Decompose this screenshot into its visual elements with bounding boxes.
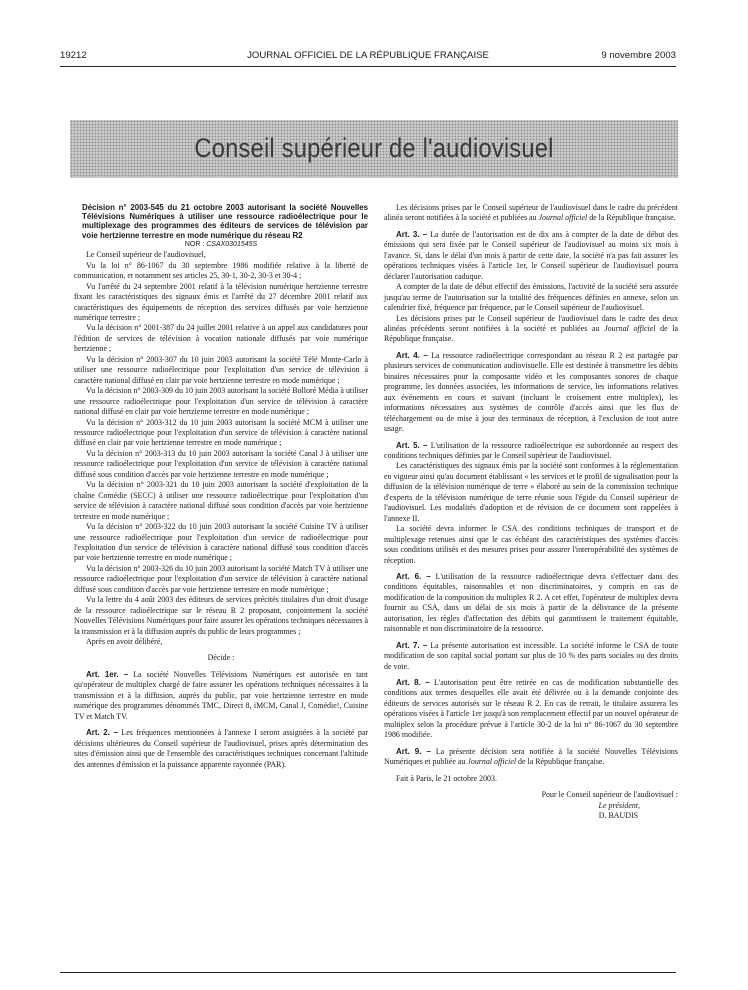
article-3-text: La durée de l'autorisation est de dix ans à compter de la date de début des émissions qui sera fixée par le Conseil supérieur de l'audiovisuel au moins six mois à l'avance. Si, dans le délai d'un mois à partir de cette date, la société n'a pas fait assurer les opérations techniques visées à l'article 1er, le Conseil supérieur de l'audiovisuel pourra déclarer l'autorisation caduque. [384,229,678,281]
article-8-text: L'autorisation peut être retirée en cas de modification substantielle des conditions aux termes desquelles elle avait été délivrée ou à la demande conjointe des éditeurs de services autorisés sur le réseau R 2. En cas de retrait, le titulaire assurera les opérations visées à l'article 1er jusqu'à son remplacement effectif par un nouvel opérateur de multiplex selon la procédure prévue à l'article 30-2 de la loi n° 86-1067 du 30 septembre 1986 modifiée. [384,678,678,740]
signature-role [384,801,678,811]
article-1-text: La société Nouvelles Télévisions Numériques est autorisée en tant qu'opérateur de multiplex chargé de faire assurer les opérations techniques nécessaires à la transmission et à la diffusion, auprès du public, par voie hertzienne terrestre en mode numérique des programmes dénommés TMC, Direct 8, iMCM, Canal J, Comédie!, Cuisine TV et Match TV. [74,669,369,721]
journal-title: JOURNAL OFFICIEL DE LA RÉPUBLIQUE FRANÇAISE [247,50,489,61]
article-4-text: La ressource radioélectrique correspondant au réseau R 2 est partagée par plusieurs services de communication audiovisuelle. Elle est destinée à transmettre les débits binaires nécessaires pour la composante vidéo et les composantes sonores de chaque programme, les données associées, les informations de service, les informations relatives aux événements en cours et suivant (incluant le croisement entre multiplex), les informations nécessaires aux systèmes de contrôle d'accès ainsi que les flux de téléchargement ou de mise à jour des terminaux de réception, à l'exclusion de tout autre usage. [384,350,679,434]
continued-text-end: de la République française. [587,213,676,223]
journal-reference: Journal officiel [467,757,517,767]
place-date: Fait à Paris, le 21 octobre 2003. [396,773,497,783]
preamble-paragraph: Vu la décision n° 2003-321 du 10 juin 2003 autorisant la société d'exploitation de la chaîne Comédie (SECC) à utiliser une ressource radioélectrique pour l'exploitation d'un service de télévision à caractère national diffusé sous condition d'accès par voie hertzienne terrestre en mode numérique ; [74,480,368,521]
article-5-label: Art. 5. – [396,440,428,450]
decide-heading: Décide : [207,653,235,663]
article-1 [74,670,368,722]
preamble-paragraph: Vu la lettre du 4 août 2003 des éditeurs de services précités titulaires d'un droit d'usage de la ressource radioélectrique sur le réseau R 2 proposant, conjointement la société Nouvelles Télévisions Numériques pour faire assurer les opérations techniques nécessaires à la transmission et à la diffusion auprès du public de leurs programmes ; [74,595,368,636]
section-title: Conseil supérieur de l'audiovisuel [194,133,554,163]
article-1-label: Art. 1er. – [86,669,129,679]
signature-name: D. BAUDIS [598,811,638,821]
preamble-paragraph: Le Conseil supérieur de l'audiovisuel, [86,250,206,260]
preamble-paragraph: Après en avoir délibéré, [86,637,163,647]
continued-text: Les décisions prises par le Conseil supérieur de l'audiovisuel dans le cadre du précédent alinéa seront notifiées à la société et publiées au [384,203,678,223]
issue-date: 9 novembre 2003 [601,50,676,61]
preamble-paragraph: Vu la décision n° 2001-387 du 24 juillet 2001 relative à un appel aux candidatures pour l'édition de services de télévision à vocation nationale diffusés par voie numérique hertzienne ; [74,323,368,354]
article-7 [384,641,678,672]
article-9 [384,747,678,768]
article-9-end: de la République française. [516,757,605,767]
article-5-text: L'utilisation de la ressource radioélectrique est subordonnée au respect des conditions techniques définies par le Conseil supérieur de l'audiovisuel. [384,440,679,460]
preamble-paragraph: Vu la décision n° 2003-313 du 10 juin 2003 autorisant la société Canal J à utiliser une ressource radioélectrique pour l'exploitation d'un service de télévision à caractère national diffusé sous condition d'accès par voie hertzienne terrestre en mode numérique ; [74,448,368,479]
preamble-paragraph: Vu la décision n° 2003-309 du 10 juin 2003 autorisant la société Bolloré Média à utiliser une ressource radioélectrique pour l'exploitation d'un service de télévision à caractère national diffusé en clair par voie hertzienne terrestre en mode numérique ; [74,386,368,417]
article-3-p3-end: de la République française. [384,323,679,344]
nor-line [74,240,368,250]
preamble-paragraph: Vu la décision n° 2003-312 du 10 juin 2003 autorisant la société MCM à utiliser une ressource radioélectrique pour l'exploitation d'un service de télévision à caractère national diffusé en clair par voie hertzienne terrestre en mode numérique ; [74,417,368,448]
right-column [384,203,678,821]
section-banner [70,120,678,178]
preamble-paragraph: Vu la décision n° 2003-322 du 10 juin 2003 autorisant la société Cuisine TV à utiliser une ressource radioélectrique pour l'exploitation d'un service de radioélectrique pour l'exploitation d'un service de télévision à caractère national diffusé sous condition d'accès par voie hertzienne terrestre en mode numérique ; [74,522,368,563]
preamble-paragraph: Vu l'arrêté du 24 septembre 2001 relatif à la télévision numérique hertzienne terrestre fixant les caractéristiques des signaux émis et l'arrêté du 27 décembre 2001 relatif aux caractéristiques des équipements de réception des services diffusés par voie hertzienne numérique terrestre ; [74,281,368,322]
footer-rule [60,972,676,973]
article-2-continued [384,203,678,224]
journal-reference: Journal officiel [604,323,656,333]
article-5-paragraph-2: Les caractéristiques des signaux émis par la société sont conformes à la réglementation en vigueur ainsi qu'au document établissant « les services et le profil de signalisation pour la diffusion de la télévision numérique de terre » élaboré au sein de la commission technique d'experts de la télévision numérique de terre réunie sous l'égide du Conseil supérieur de l'audiovisuel. Les modalités d'adoption et de révision de ce document sont rappelées à l'annexe II. [384,461,678,523]
preamble-paragraph: Vu la décision n° 2003-307 du 10 juin 2003 autorisant la société Télé Monte-Carlo à utiliser une ressource radioélectrique pour l'exploitation d'un service de télévision à caractère national diffusé en clair par voie hertzienne terrestre en mode numérique ; [74,354,368,385]
preamble-paragraph: Vu la décision n° 2003-326 du 10 juin 2003 autorisant la société Match TV à utiliser une ressource radioélectrique pour l'exploitation d'un service de télévision à caractère national diffusé sous condition d'accès par voie hertzienne terrestre en mode numérique ; [74,563,368,594]
journal-reference: Journal officiel [538,213,588,223]
article-6-text: L'utilisation de la ressource radioélectrique devra s'effectuer dans des conditions équitables, raisonnables et non discriminatoires, y compris en cas de modification de la composition du multiplex R 2. A cet effet, l'opérateur de multiplex devra fournir au CSA, dans un délai de six mois à partir de la délivrance de la présente autorisation, les règles d'affectation des débits qui garantissent le traitement équitable, raisonnable et non discriminatoire de la ressource. [384,571,678,634]
left-column [74,203,368,770]
signature-for-line: Pour le Conseil supérieur de l'audiovisuel : [541,790,678,800]
preamble-paragraph: Vu la loi n° 86-1067 du 30 septembre 1986 modifiée relative à la liberté de communication, et notamment ses articles 25, 30-1, 30-2, 30-3 et 30-4 ; [74,260,368,281]
article-5 [384,441,678,462]
article-2-label: Art. 2. – [86,728,118,738]
nor-code: CSAX0301545S [206,240,258,248]
article-7-label: Art. 7. – [396,640,428,650]
article-6 [384,572,678,635]
article-9-text: La présente décision sera notifiée à la société Nouvelles Télévisions Numériques et publiée au [384,746,678,767]
article-3 [384,230,678,282]
page-header [60,50,676,64]
article-3-label: Art. 3. – [396,229,428,239]
article-7-text: La présente autorisation est incessible. La société informe le CSA de toute modification de son capital social portant sur plus de 10 % des parts sociales ou des droits de vote. [384,640,678,671]
article-3-paragraph-3 [384,314,678,345]
page-number: 19212 [60,50,87,61]
signature-role-text: Le président, [598,800,640,810]
article-3-paragraph-2: A compter de la date de début effectif des émissions, l'activité de la société sera assurée jusqu'au terme de l'autorisation sur la totalité des fréquences définies en annexe, selon un calendrier fixé, fréquence par fréquence, par le Conseil supérieur de l'audiovisuel. [384,282,678,313]
article-2 [74,728,368,770]
article-3-p3-text: Les décisions prises par le Conseil supérieur de l'audiovisuel dans le cadre des deux alinéas précédents seront notifiées à la société et publiées au [384,313,678,333]
nor-label: NOR : [184,240,207,248]
article-2-text: Les fréquences mentionnées à l'annexe I seront assignées à la société par décisions ultérieures du Conseil supérieur de l'audiovisuel, prises après détermination des sites d'émission ainsi que de l'ensemble des caractéristiques techniques concernant l'altitude des antennes d'émission et la puissance apparente rayonnée (PAR). [74,728,369,769]
article-8-label: Art. 8. – [396,678,430,688]
article-5-paragraph-3: La société devra informer le CSA des conditions techniques de transport et de multiplexage retenues ainsi que le cas échéant des caractéristiques des systèmes d'accès sous conditions utilisés et des mesures prises pour assurer l'interopérabilité des systèmes de réception. [384,524,678,565]
header-rule [60,66,676,67]
article-4 [384,351,678,435]
article-6-label: Art. 6. – [396,571,431,581]
article-4-label: Art. 4. – [396,350,428,360]
article-9-label: Art. 9. – [396,746,431,756]
article-8 [384,678,678,741]
decision-title: Décision n° 2003-545 du 21 octobre 2003 autorisant la société Nouvelles Télévisions Numériques à utiliser une ressource radioélectrique pour le multiplexage des programmes des éditeurs de services de télévision par voie hertzienne terrestre en mode numérique du réseau R2 [82,203,368,240]
